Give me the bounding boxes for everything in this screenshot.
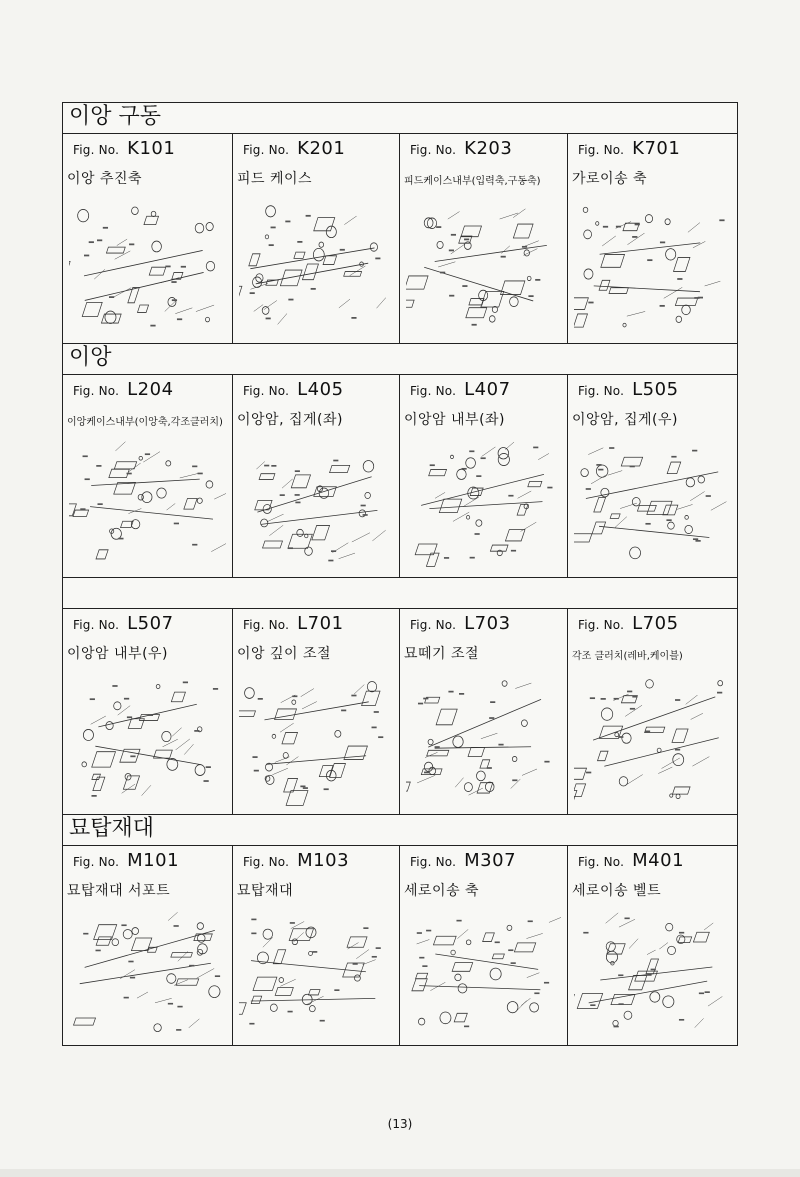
figure-cell-l407 <box>400 375 568 577</box>
figure-cell-k101 <box>63 134 233 343</box>
section-heading-text: 이앙 <box>69 345 112 370</box>
figure-cell-l405 <box>233 375 400 577</box>
figure-number-line <box>410 613 511 634</box>
part-name: 묘떼기 조절 <box>404 646 480 662</box>
row-clutch-icon <box>574 671 731 808</box>
vertical-feed-shaft-icon <box>406 908 561 1039</box>
figure-cell-m101 <box>63 846 233 1045</box>
fig-no-label: Fig. No. <box>410 384 457 398</box>
figure-cell-l505 <box>568 375 737 577</box>
part-name: 세로이송 축 <box>404 883 480 899</box>
fig-no-label: Fig. No. <box>578 855 625 869</box>
figure-number-line <box>410 850 516 871</box>
planting-arm-inner-left-icon <box>406 437 561 571</box>
seedling-take-adjust-icon <box>406 671 561 808</box>
figure-number-line <box>73 613 174 634</box>
figure-number-line <box>578 613 679 634</box>
fig-no-label: Fig. No. <box>410 855 457 869</box>
figure-cell-m401 <box>568 846 737 1045</box>
fig-no-label: Fig. No. <box>73 618 120 632</box>
blank-section-band <box>63 578 737 609</box>
part-name: 이앙암, 집게(우) <box>572 412 678 428</box>
part-name: 가로이송 축 <box>572 171 648 187</box>
transplant-case-icon <box>69 437 226 571</box>
figure-number-line <box>243 138 345 159</box>
figure-cell-l204 <box>63 375 233 577</box>
section-heading-text: 묘탑재대 <box>69 816 155 841</box>
figure-cell-l701 <box>233 609 400 814</box>
figure-code: K701 <box>632 138 681 159</box>
fig-no-label: Fig. No. <box>73 143 120 157</box>
fig-no-label: Fig. No. <box>578 384 625 398</box>
figure-row <box>63 609 737 815</box>
page-number: (13) <box>387 1117 413 1131</box>
depth-adjust-icon <box>239 671 393 808</box>
figure-code: L701 <box>297 613 344 634</box>
seedling-table-icon <box>239 908 393 1039</box>
part-name: 이앙암 내부(우) <box>67 646 169 662</box>
figure-number-line <box>243 613 344 634</box>
figure-cell-m307 <box>400 846 568 1045</box>
figure-code: M103 <box>297 850 350 871</box>
figure-code: K101 <box>127 138 176 159</box>
figure-number-line <box>73 379 174 400</box>
part-name: 피드케이스내부(입력축,구동축) <box>404 176 541 187</box>
figure-row <box>63 846 737 1045</box>
seedling-table-support-icon <box>69 908 226 1039</box>
fig-no-label: Fig. No. <box>578 143 625 157</box>
page-bottom-edge <box>0 1169 800 1177</box>
figure-number-line <box>243 850 349 871</box>
figure-row <box>63 134 737 344</box>
feed-case-inner-icon <box>406 196 561 337</box>
figure-code: L204 <box>127 379 174 400</box>
part-name: 세로이송 벨트 <box>572 883 662 899</box>
fig-no-label: Fig. No. <box>243 618 290 632</box>
figure-code: L703 <box>464 613 511 634</box>
part-name: 묘탑재대 서포트 <box>67 883 171 899</box>
planting-arm-left-icon <box>239 437 393 571</box>
section-heading-text: 이앙 구동 <box>69 104 162 129</box>
figure-number-line <box>578 850 684 871</box>
part-name: 묘탑재대 <box>237 883 294 899</box>
drive-shaft-icon <box>69 196 226 337</box>
figure-cell-k201 <box>233 134 400 343</box>
figure-code: K203 <box>464 138 513 159</box>
figure-code: L505 <box>632 379 679 400</box>
figure-code: K201 <box>297 138 346 159</box>
transverse-shaft-icon <box>574 196 731 337</box>
vertical-feed-belt-icon <box>574 908 731 1039</box>
fig-no-label: Fig. No. <box>410 618 457 632</box>
figure-code: L705 <box>632 613 679 634</box>
fig-no-label: Fig. No. <box>73 855 120 869</box>
figure-code: M101 <box>127 850 180 871</box>
planting-arm-right-icon <box>574 437 731 571</box>
figure-code: L507 <box>127 613 174 634</box>
figure-number-line <box>410 379 511 400</box>
figure-cell-l703 <box>400 609 568 814</box>
figure-code: L407 <box>464 379 511 400</box>
section-heading <box>63 344 737 375</box>
fig-no-label: Fig. No. <box>243 384 290 398</box>
figure-cell-k203 <box>400 134 568 343</box>
figure-number-line <box>410 138 512 159</box>
part-name: 이앙암, 집게(좌) <box>237 412 343 428</box>
figure-number-line <box>73 138 175 159</box>
figure-number-line <box>578 138 680 159</box>
figure-row <box>63 375 737 578</box>
figure-cell-l507 <box>63 609 233 814</box>
section-heading <box>63 815 737 846</box>
part-name: 이앙 추진축 <box>67 171 143 187</box>
part-name: 각조 클러치(레바,케이블) <box>572 651 683 662</box>
section-heading <box>63 103 737 134</box>
figure-cell-k701 <box>568 134 737 343</box>
figure-code: M401 <box>632 850 685 871</box>
planting-arm-inner-right-icon <box>69 671 226 808</box>
feed-case-icon <box>239 196 393 337</box>
fig-no-label: Fig. No. <box>243 855 290 869</box>
figure-code: M307 <box>464 850 517 871</box>
parts-index-table <box>62 102 738 1046</box>
fig-no-label: Fig. No. <box>578 618 625 632</box>
figure-number-line <box>578 379 679 400</box>
part-name: 이앙케이스내부(이앙축,각조클러치) <box>67 417 223 428</box>
figure-number-line <box>243 379 344 400</box>
figure-number-line <box>73 850 179 871</box>
part-name: 이앙암 내부(좌) <box>404 412 506 428</box>
part-name: 피드 케이스 <box>237 171 313 187</box>
figure-cell-l705 <box>568 609 737 814</box>
part-name: 이앙 깊이 조절 <box>237 646 332 662</box>
fig-no-label: Fig. No. <box>410 143 457 157</box>
fig-no-label: Fig. No. <box>73 384 120 398</box>
fig-no-label: Fig. No. <box>243 143 290 157</box>
figure-code: L405 <box>297 379 344 400</box>
figure-cell-m103 <box>233 846 400 1045</box>
